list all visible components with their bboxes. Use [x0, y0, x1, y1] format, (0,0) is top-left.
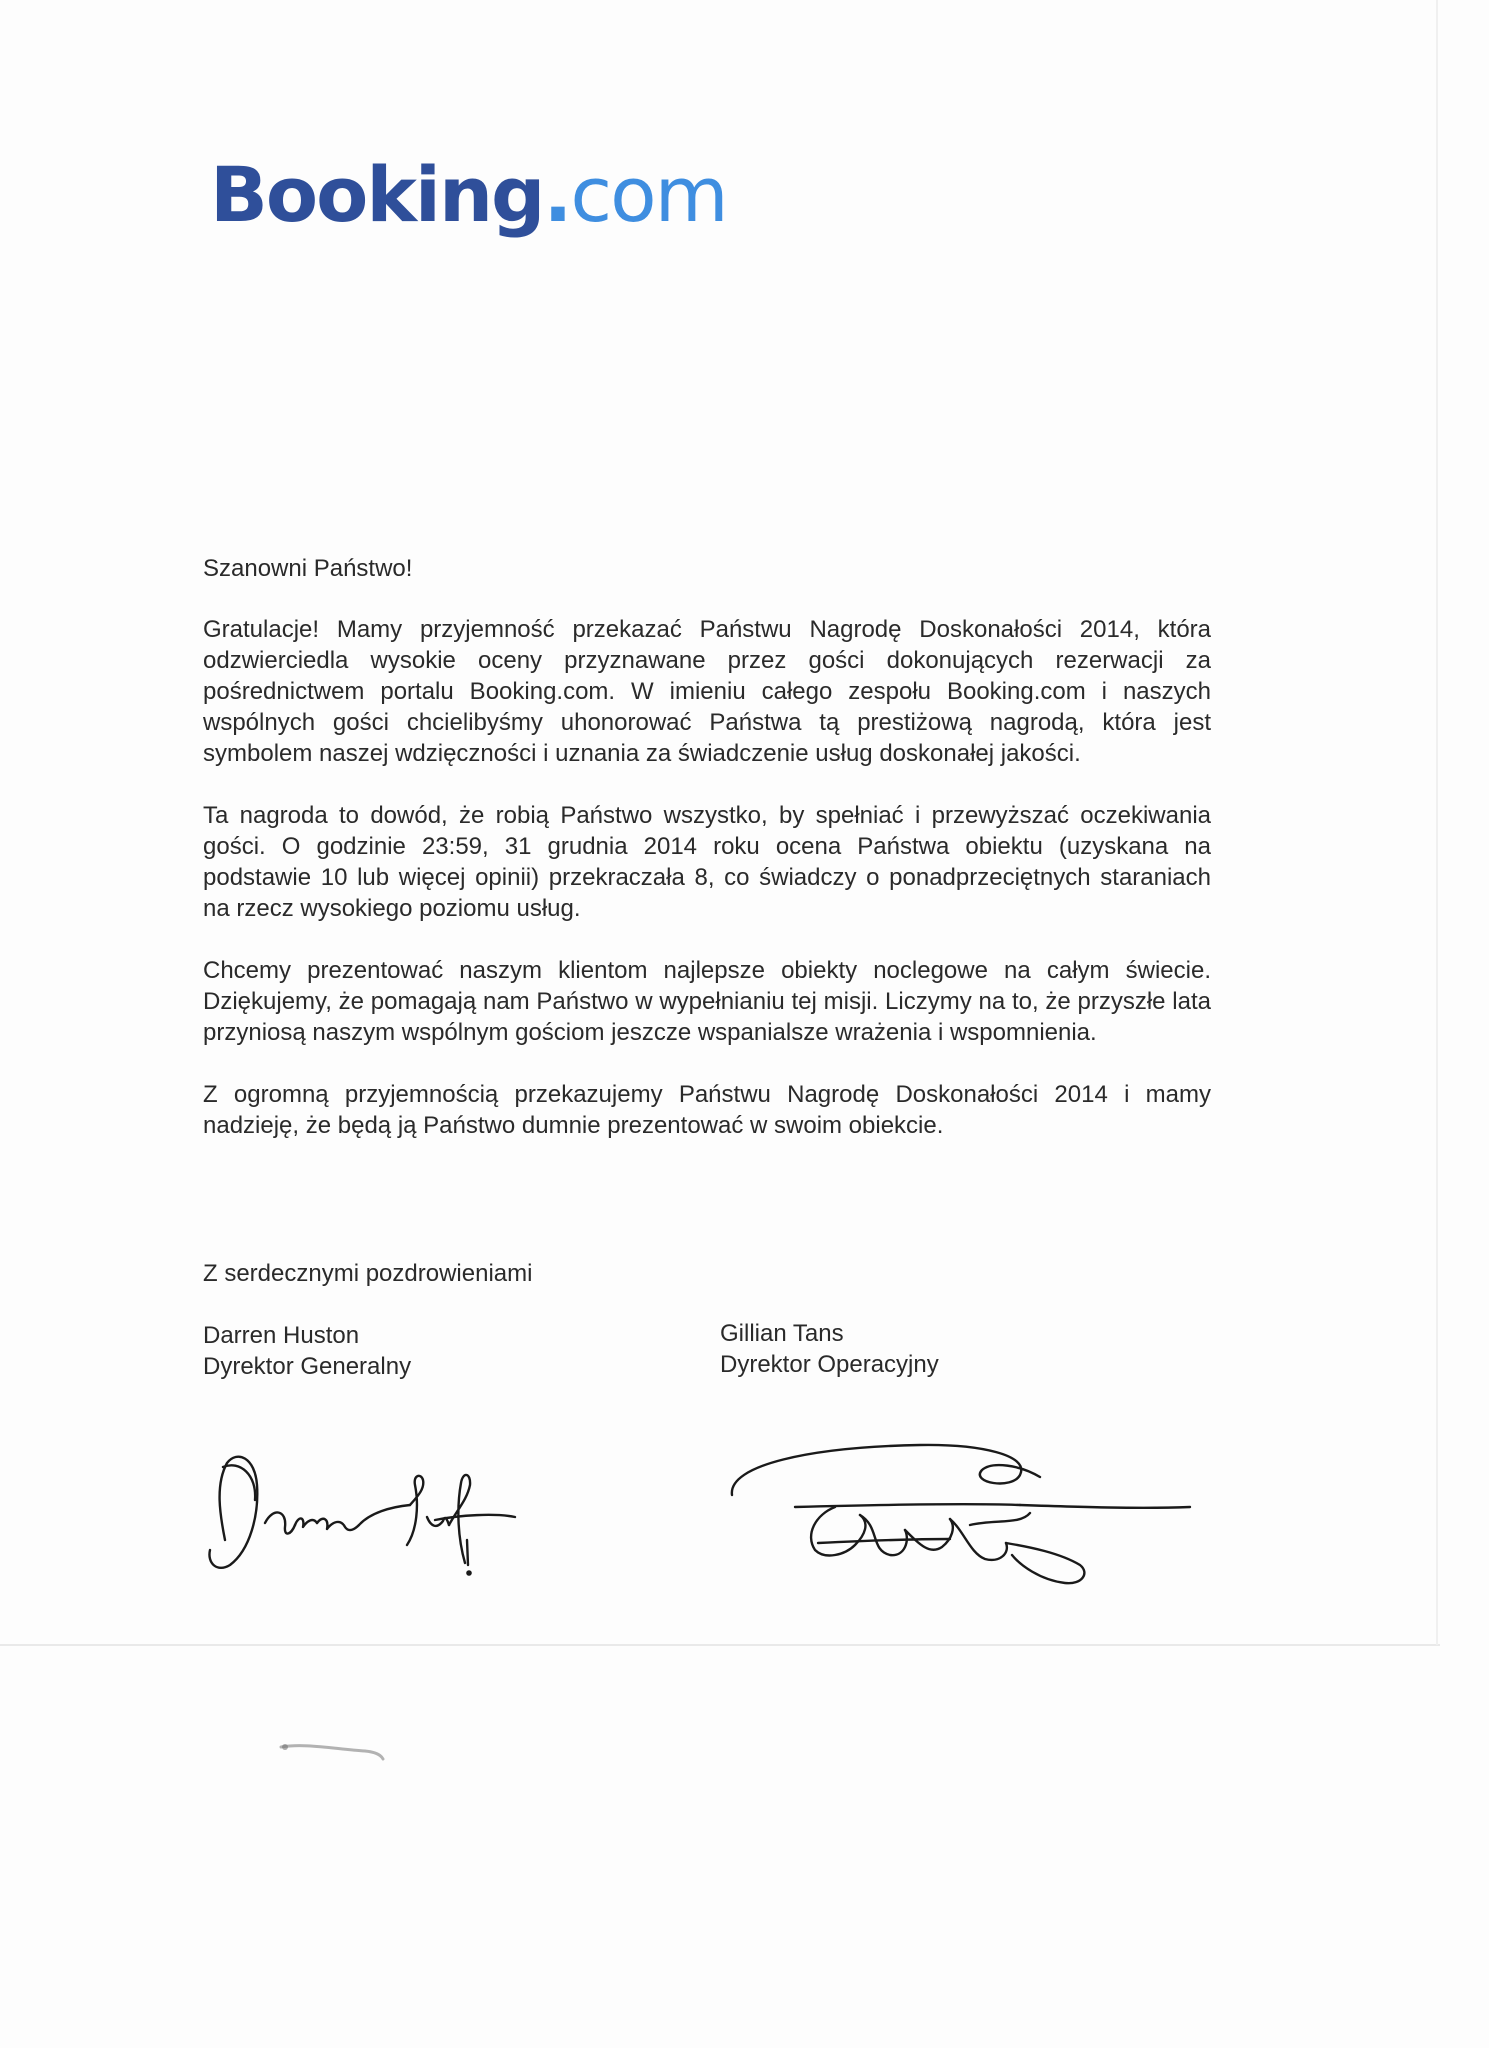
- paper-edge-right: [1436, 0, 1438, 1645]
- letter-body: [203, 553, 1211, 1172]
- paragraph-award: Z ogromną przyjemnością przekazujemy Państwu Nagrodę Doskonałości 2014 i mamy nadzieję, że będą ją Państwo dumnie prezentować w swoim obiekcie.: [203, 1081, 1211, 1139]
- signature-gillian-tans: [720, 1435, 1200, 1605]
- signatory-coo: [720, 1318, 939, 1380]
- signatory-name: Darren Huston: [203, 1322, 360, 1349]
- scan-smudge: [275, 1735, 390, 1765]
- signatory-ceo: [203, 1320, 411, 1382]
- signatory-name: Gillian Tans: [720, 1320, 844, 1347]
- salutation: Szanowni Państwo!: [203, 555, 413, 582]
- signatory-title: Dyrektor Generalny: [203, 1353, 412, 1380]
- paragraph-mission: Chcemy prezentować naszym klientom najlepsze obiekty noclegowe na całym świecie. Dziękujemy, że pomagają nam Państwo w wypełnianiu tej misji. Liczymy na to, że przyszłe lata przyniosą naszym wspólnym gościom jeszcze wspanialsze wrażenia i wspomnienia.: [203, 957, 1211, 1046]
- paper-edge-bottom: [0, 1644, 1440, 1646]
- closing-line: Z serdecznymi pozdrowieniami: [203, 1260, 533, 1287]
- signature-darren-huston: [195, 1445, 595, 1585]
- signatory-title: Dyrektor Operacyjny: [720, 1351, 939, 1378]
- booking-logo: Booking.com: [210, 150, 727, 239]
- paragraph-proof: Ta nagroda to dowód, że robią Państwo wszystko, by spełniać i przewyższać oczekiwania gości. O godzinie 23:59, 31 grudnia 2014 roku ocena Państwa obiektu (uzyskana na podstawie 10 lub więcej opinii) przekraczała 8, co świadczy o ponadprzeciętnych staraniach na rzecz wysokiego poziomu usług.: [203, 802, 1211, 922]
- paragraph-congratulations: Gratulacje! Mamy przyjemność przekazać Państwu Nagrodę Doskonałości 2014, która odzwierciedla wysokie oceny przyznawane przez gości dokonujących rezerwacji za pośrednictwem portalu Booking.com. W imieniu całego zespołu Booking.com i naszych wspólnych gości chcielibyśmy uhonorować Państwa tą prestiżową nagrodą, która jest symbolem naszej wdzięczności i uznania za świadczenie usług doskonałej jakości.: [203, 616, 1211, 767]
